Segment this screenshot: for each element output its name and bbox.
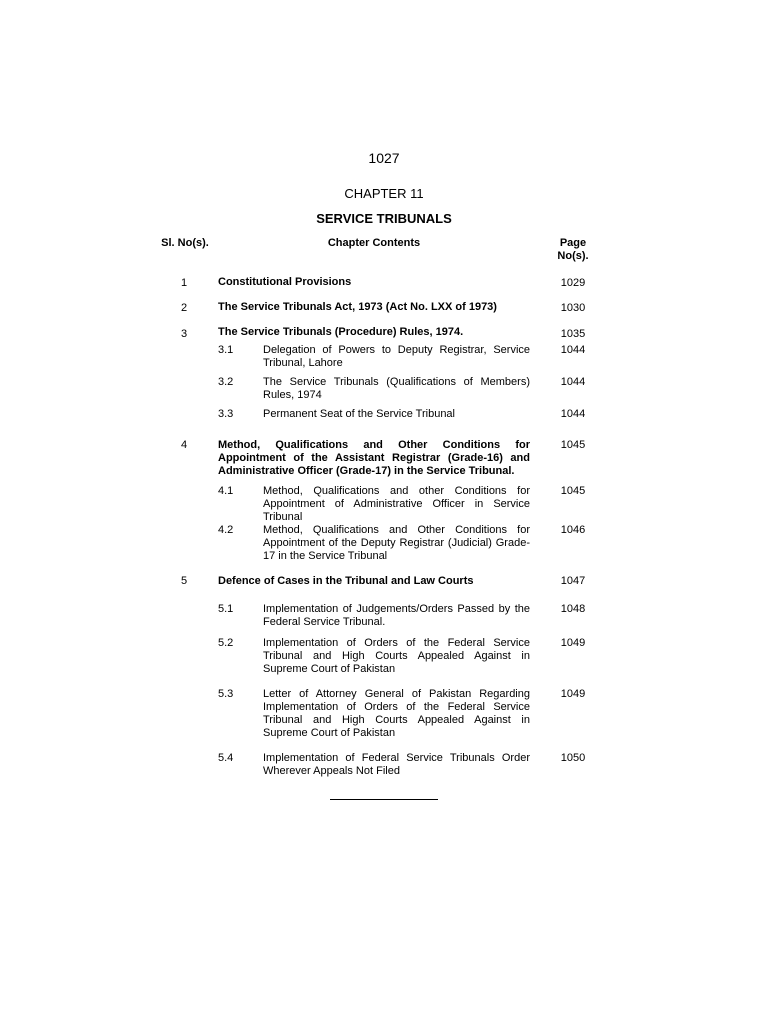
subentry-number: 5.4 bbox=[218, 752, 234, 764]
subentry-number: 4.2 bbox=[218, 524, 234, 536]
entry-title[interactable]: Defence of Cases in the Tribunal and Law Courts bbox=[218, 575, 474, 587]
page-number: 1027 bbox=[368, 150, 400, 166]
subentry-page: 1050 bbox=[560, 752, 586, 764]
subentry-number: 5.1 bbox=[218, 603, 234, 615]
subentry-title[interactable]: Method, Qualifications and Other Conditions for Appointment of the Deputy Registrar (Judicial) Grade-17 in the Service Tribunal bbox=[263, 524, 530, 562]
entry-number: 4 bbox=[180, 439, 188, 451]
subentry-title[interactable]: Implementation of Orders of the Federal Service Tribunal and High Courts Appealed Against in Supreme Court of Pakistan bbox=[263, 637, 530, 675]
subentry-title[interactable]: Permanent Seat of the Service Tribunal bbox=[263, 408, 455, 420]
subentry-page: 1044 bbox=[560, 408, 586, 420]
subentry-title[interactable]: Delegation of Powers to Deputy Registrar, Service Tribunal, Lahore bbox=[263, 344, 530, 369]
subentry-number: 3.1 bbox=[218, 344, 234, 356]
entry-page: 1029 bbox=[560, 277, 586, 289]
subentry-title[interactable]: Implementation of Judgements/Orders Passed by the Federal Service Tribunal. bbox=[263, 603, 530, 628]
entry-title[interactable]: The Service Tribunals Act, 1973 (Act No. LXX of 1973) bbox=[218, 301, 497, 313]
entry-page: 1030 bbox=[560, 302, 586, 314]
entry-page: 1035 bbox=[560, 328, 586, 340]
entry-number: 2 bbox=[180, 302, 188, 314]
entry-page: 1045 bbox=[560, 439, 586, 451]
subentry-page: 1049 bbox=[560, 637, 586, 649]
subentry-number: 3.2 bbox=[218, 376, 234, 388]
header-chapter-contents: Chapter Contents bbox=[327, 237, 421, 249]
entry-number: 1 bbox=[180, 277, 188, 289]
chapter-label: CHAPTER 11 bbox=[344, 186, 424, 201]
entry-number: 5 bbox=[180, 575, 188, 587]
entry-number: 3 bbox=[180, 328, 188, 340]
subentry-number: 5.3 bbox=[218, 688, 234, 700]
subentry-page: 1044 bbox=[560, 344, 586, 356]
subentry-page: 1045 bbox=[560, 485, 586, 497]
entry-page: 1047 bbox=[560, 575, 586, 587]
entry-title[interactable]: Constitutional Provisions bbox=[218, 276, 352, 288]
subentry-title[interactable]: Letter of Attorney General of Pakistan Regarding Implementation of Orders of the Federal Service Tribunal and High Courts Appealed Against in Supreme Court of Pakistan bbox=[263, 688, 530, 739]
subentry-title[interactable]: The Service Tribunals (Qualifications of Members) Rules, 1974 bbox=[263, 376, 530, 401]
header-page-numbers: Page No(s). bbox=[557, 237, 589, 262]
subentry-page: 1044 bbox=[560, 376, 586, 388]
subentry-title[interactable]: Method, Qualifications and other Conditions for Appointment of Administrative Officer in Service Tribunal bbox=[263, 485, 530, 523]
entry-title[interactable]: Method, Qualifications and Other Conditions for Appointment of the Assistant Registrar (Grade-16) and Administrative Officer (Grade-17) in the Service Tribunal. bbox=[218, 439, 530, 477]
end-divider bbox=[330, 799, 438, 800]
subentry-number: 3.3 bbox=[218, 408, 234, 420]
subentry-page: 1049 bbox=[560, 688, 586, 700]
subentry-number: 5.2 bbox=[218, 637, 234, 649]
chapter-title: SERVICE TRIBUNALS bbox=[316, 211, 452, 226]
subentry-number: 4.1 bbox=[218, 485, 234, 497]
header-serial-number: Sl. No(s). bbox=[161, 237, 209, 249]
subentry-page: 1046 bbox=[560, 524, 586, 536]
subentry-page: 1048 bbox=[560, 603, 586, 615]
subentry-title[interactable]: Implementation of Federal Service Tribunals Order Wherever Appeals Not Filed bbox=[263, 752, 530, 777]
entry-title[interactable]: The Service Tribunals (Procedure) Rules, 1974. bbox=[218, 326, 464, 338]
